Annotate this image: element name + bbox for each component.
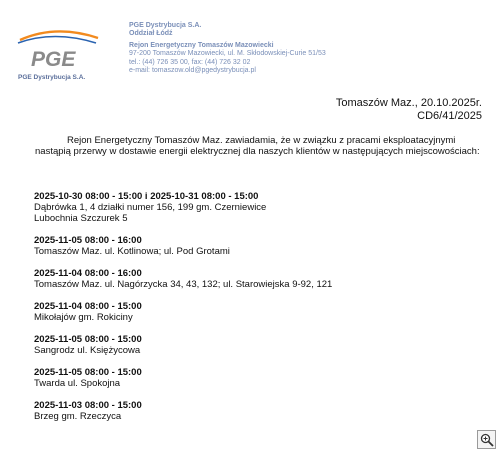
outage-location: Tomaszów Maz. ul. Kotlinowa; ul. Pod Grotami: [34, 246, 230, 257]
outage-entry: [34, 334, 474, 356]
outage-location: Sangrodz ul. Księżycowa: [34, 345, 141, 356]
pge-logo: [6, 24, 116, 82]
outage-entry: [34, 367, 474, 389]
outage-date: 2025-10-30 08:00 - 15:00 i 2025-10-31 08:00 - 15:00: [34, 191, 259, 202]
company-header: [129, 22, 326, 75]
outage-entry: [34, 301, 474, 323]
company-name: PGE Dystrybucja S.A.: [129, 22, 202, 29]
outage-date: 2025-11-05 08:00 - 16:00: [34, 235, 142, 246]
outage-date: 2025-11-05 08:00 - 15:00: [34, 334, 142, 345]
outage-location: Brzeg gm. Rzeczyca: [34, 411, 122, 422]
outage-location: Lubochnia Szczurek 5: [34, 213, 128, 224]
company-phone: tel.: (44) 726 35 00, fax: (44) 726 32 02: [129, 58, 251, 66]
outage-location: Tomaszów Maz. ul. Nagórzycka 34, 43, 132; ul. Starowiejska 9-92, 121: [34, 279, 333, 290]
outage-date: 2025-11-04 08:00 - 16:00: [34, 268, 142, 279]
magnifier-plus-icon: [480, 433, 494, 447]
zoom-button[interactable]: [477, 430, 496, 449]
outage-entry: [34, 268, 474, 290]
intro-paragraph: Rejon Energetyczny Tomaszów Maz. zawiadamia, że w związku z pracami eksploatacyjnymi nastąpią przerwy w dostawie energii elektrycznej dla naszych klientów w następujących miejscowościach:: [35, 135, 480, 157]
document-meta: [336, 97, 482, 123]
outage-location: Dąbrówka 1, 4 działki numer 156, 199 gm. Czerniewice: [34, 202, 267, 213]
outage-date: 2025-11-05 08:00 - 15:00: [34, 367, 142, 378]
outage-location: Mikołajów gm. Rokiciny: [34, 312, 133, 323]
pge-logo-swoosh-icon: [6, 24, 116, 74]
outage-entry: [34, 191, 474, 224]
outage-date: 2025-11-03 08:00 - 15:00: [34, 400, 142, 411]
outage-entry: [34, 400, 474, 422]
outage-list: [34, 191, 474, 433]
company-branch: Oddział Łódź: [129, 30, 173, 38]
outage-entry: [34, 235, 474, 257]
company-email: e-mail: tomaszow.old@pgedystrybucja.pl: [129, 67, 256, 75]
place-date: Tomaszów Maz., 20.10.2025r.: [335, 97, 482, 109]
company-address: 97-200 Tomaszów Mazowiecki, ul. M. Skłodowskiej-Curie 51/53: [129, 50, 326, 58]
reference-number: CD6/41/2025: [417, 110, 482, 122]
logo-caption: PGE Dystrybucja S.A.: [18, 74, 86, 81]
outage-date: 2025-11-04 08:00 - 15:00: [34, 301, 142, 312]
pge-logo-wordmark: PGE: [31, 48, 76, 71]
company-unit: Rejon Energetyczny Tomaszów Mazowiecki: [129, 41, 274, 49]
outage-location: Twarda ul. Spokojna: [34, 378, 121, 389]
